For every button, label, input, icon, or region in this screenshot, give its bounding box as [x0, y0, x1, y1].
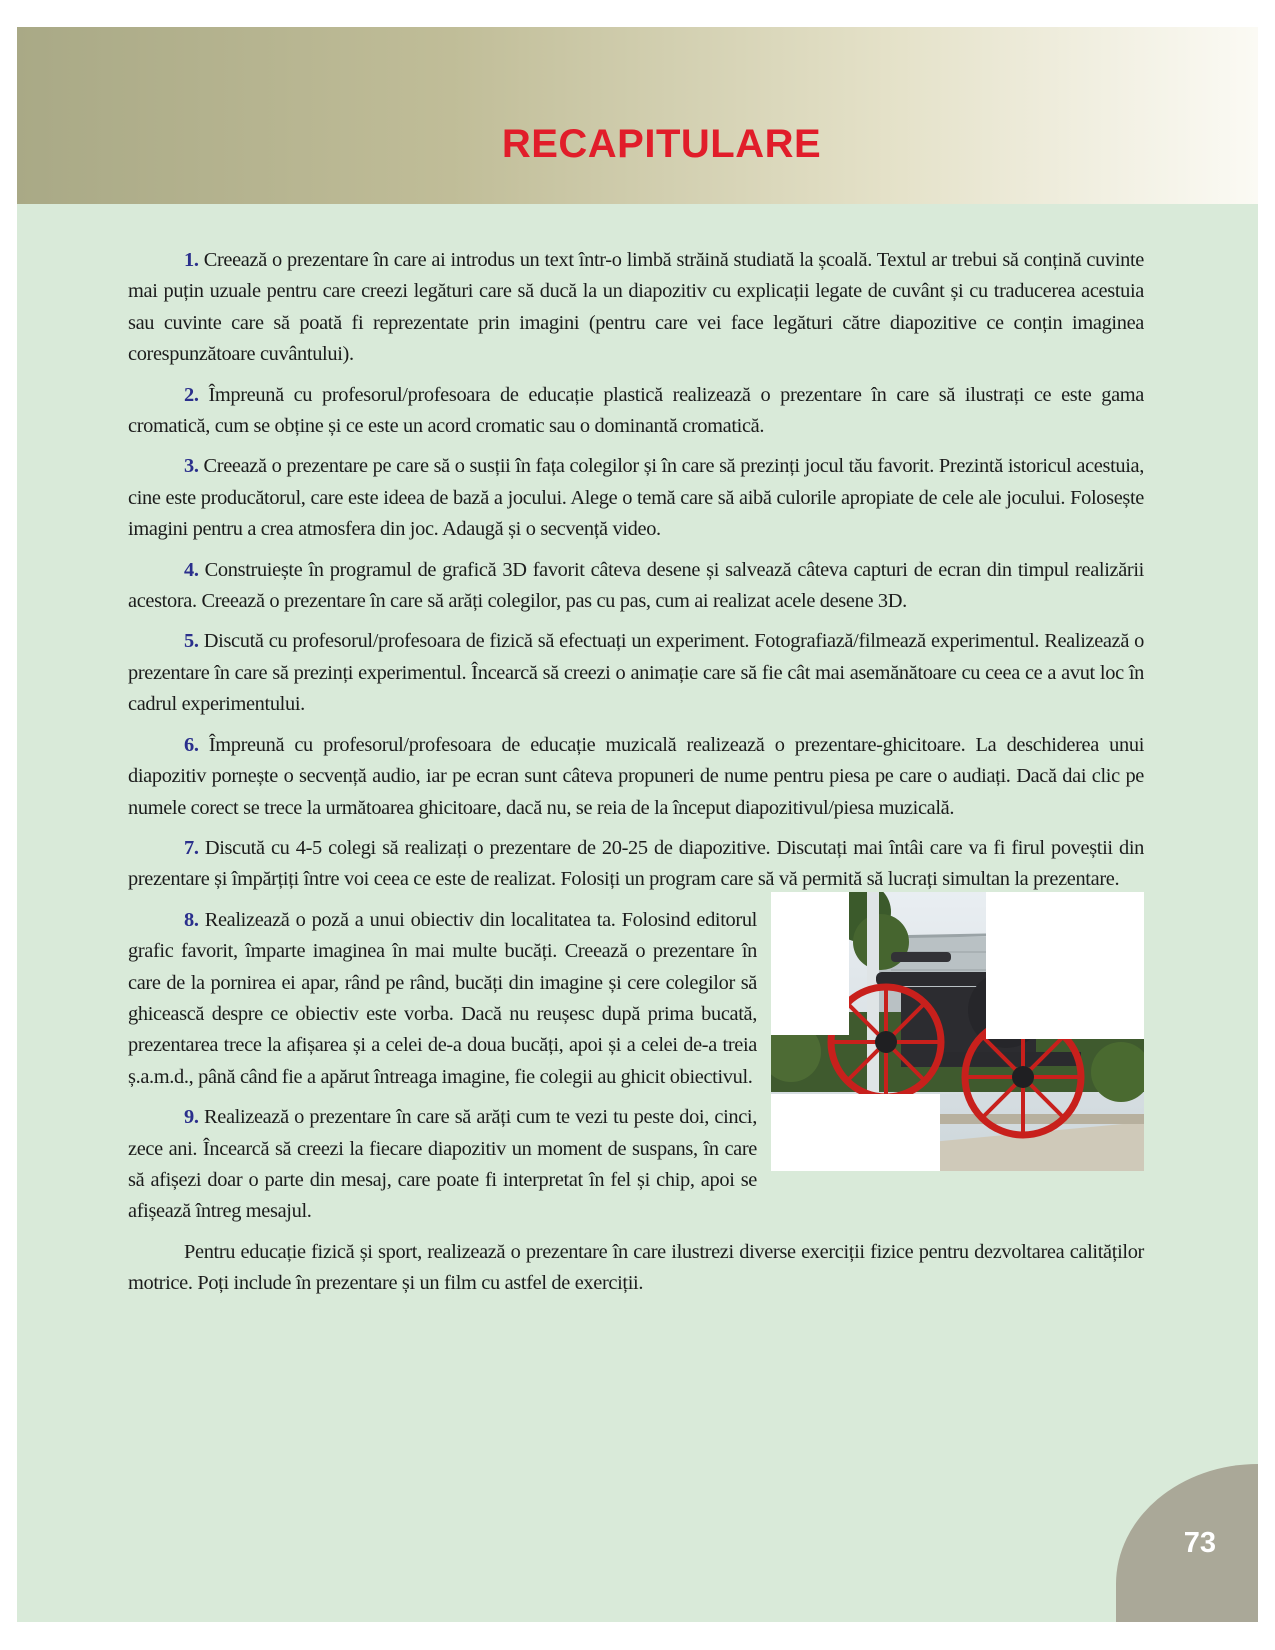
cannon-puzzle-image — [771, 892, 1144, 1171]
exercise-number: 9. — [184, 1106, 199, 1129]
exercise-item — [128, 626, 1144, 720]
closing-paragraph: Pentru educație fizică și sport, realizează o prezentare în care ilustrezi diverse exerciții fizice pentru dezvoltarea calităților motrice. Poți include în prezentare și un film cu astfel de exerciții. — [128, 1240, 1144, 1295]
exercise-item — [128, 451, 1144, 545]
header-banner — [17, 27, 1258, 204]
exercise-text: Discută cu profesorul/profesoara de fizică să efectuați un experiment. Fotografiază/filmează experimentul. Realizează o prezentare în care să prezinți experimentul. Încearcă să creezi o animație care să fie cât mai asemănătoare cu ceea ce a avut loc în cadrul experimentului. — [128, 630, 1145, 716]
exercise-text: Împreună cu profesorul/profesoara de educație muzicală realizează o prezentare-ghicitoare. La deschiderea unui diapozitiv pornește o secvență audio, iar pe ecran sunt câteva propuneri de nume pentru piesa pe care o audiați. Dacă dai clic pe numele corect se trece la următoarea ghicitoare, dacă nu, se reia de la început diapozitivul/piesa muzicală. — [128, 733, 1145, 819]
exercise-text: Construiește în programul de grafică 3D favorit câteva desene și salvează câteva capturi de ecran din timpul realizării acestora. Creează o prezentare în care să arăți colegilor, pas cu pas, cum ai realizat acele desene 3D. — [128, 558, 1144, 613]
exercise-text: Creează o prezentare pe care să o susții în fața colegilor și în care să prezinți jocul tău favorit. Prezintă istoricul acestuia, cine este producătorul, care este ideea de bază a jocului. Alege o temă care să aibă culorile apropiate de cele ale jocului. Folosește imagini pentru a crea atmosfera din joc. Adaugă și o secvență video. — [128, 455, 1145, 541]
exercise-number: 7. — [184, 836, 199, 859]
exercise-number: 3. — [184, 455, 199, 478]
page-corner — [1116, 1464, 1258, 1622]
page-title: RECAPITULARE — [501, 122, 822, 166]
exercise-number: 1. — [184, 249, 199, 271]
page-number: 73 — [1183, 1527, 1216, 1559]
exercise-number: 4. — [184, 558, 199, 581]
exercise-text: Realizează o prezentare în care să arăți cum te vezi tu peste doi, cinci, zece ani. Încearcă să creezi la fiecare diapozitiv un moment de suspans, în care să afișezi doar o parte din mesaj, care poate fi interpretat în fel și chip, apoi se afișează întreg mesajul. — [128, 1106, 758, 1223]
exercise-number: 6. — [184, 733, 199, 756]
exercise-number: 8. — [184, 908, 199, 931]
exercise-item — [128, 730, 1144, 824]
page — [17, 27, 1258, 1622]
exercise-item — [128, 555, 1144, 618]
exercise-list — [128, 245, 1144, 1309]
exercise-text: Discută cu 4-5 colegi să realizați o prezentare de 20-25 de diapozitive. Discutați mai întâi care va fi firul poveștii din prezentare și împărțiți între voi ceea ce este de realizat. Folosiți un program care să vă permită să lucrați simultan la prezentare. — [128, 836, 1145, 891]
puzzle-photo — [771, 892, 1144, 1171]
exercise-text: Împreună cu profesorul/profesoara de educație plastică realizează o prezentare în care să ilustrați ce este gama cromatică, cum se obține și ce este un acord cromatic sau o dominantă cromatică. — [128, 383, 1144, 438]
exercise-item — [128, 833, 1144, 896]
exercise-item — [128, 245, 1144, 371]
exercise-number: 5. — [184, 630, 199, 653]
exercise-text: Creează o prezentare în care ai introdus un text într-o limbă străină studiată la școală. Textul ar trebui să conțină cuvinte mai puțin uzuale pentru care creezi legături care să ducă la un diapozitiv cu explicații legate de cuvânt și cu traducerea acestuia sau cuvinte care să poată fi reprezentate prin imagini (pentru care vei face legături către diapozitive ce conțin imaginea corespunzătoare cuvântului). — [128, 249, 1144, 366]
exercise-item — [128, 380, 1144, 443]
exercise-number: 2. — [184, 383, 199, 406]
exercise-text: Realizează o poză a unui obiectiv din localitatea ta. Folosind editorul grafic favorit, împarte imaginea în mai multe bucăți. Creează o prezentare în care de la pornirea ei apar, rând pe rând, bucăți din imagine și cere colegilor să ghicească despre ce obiectiv este vorba. Dacă nu reușesc după prima bucată, prezentarea trece la afișarea și a celei de-a doua bucăți, apoi și a celei de-a treia ș.a.m.d., până când fie a apărut întreaga imagine, fie colegii au ghicit obiectivul. — [128, 908, 757, 1088]
